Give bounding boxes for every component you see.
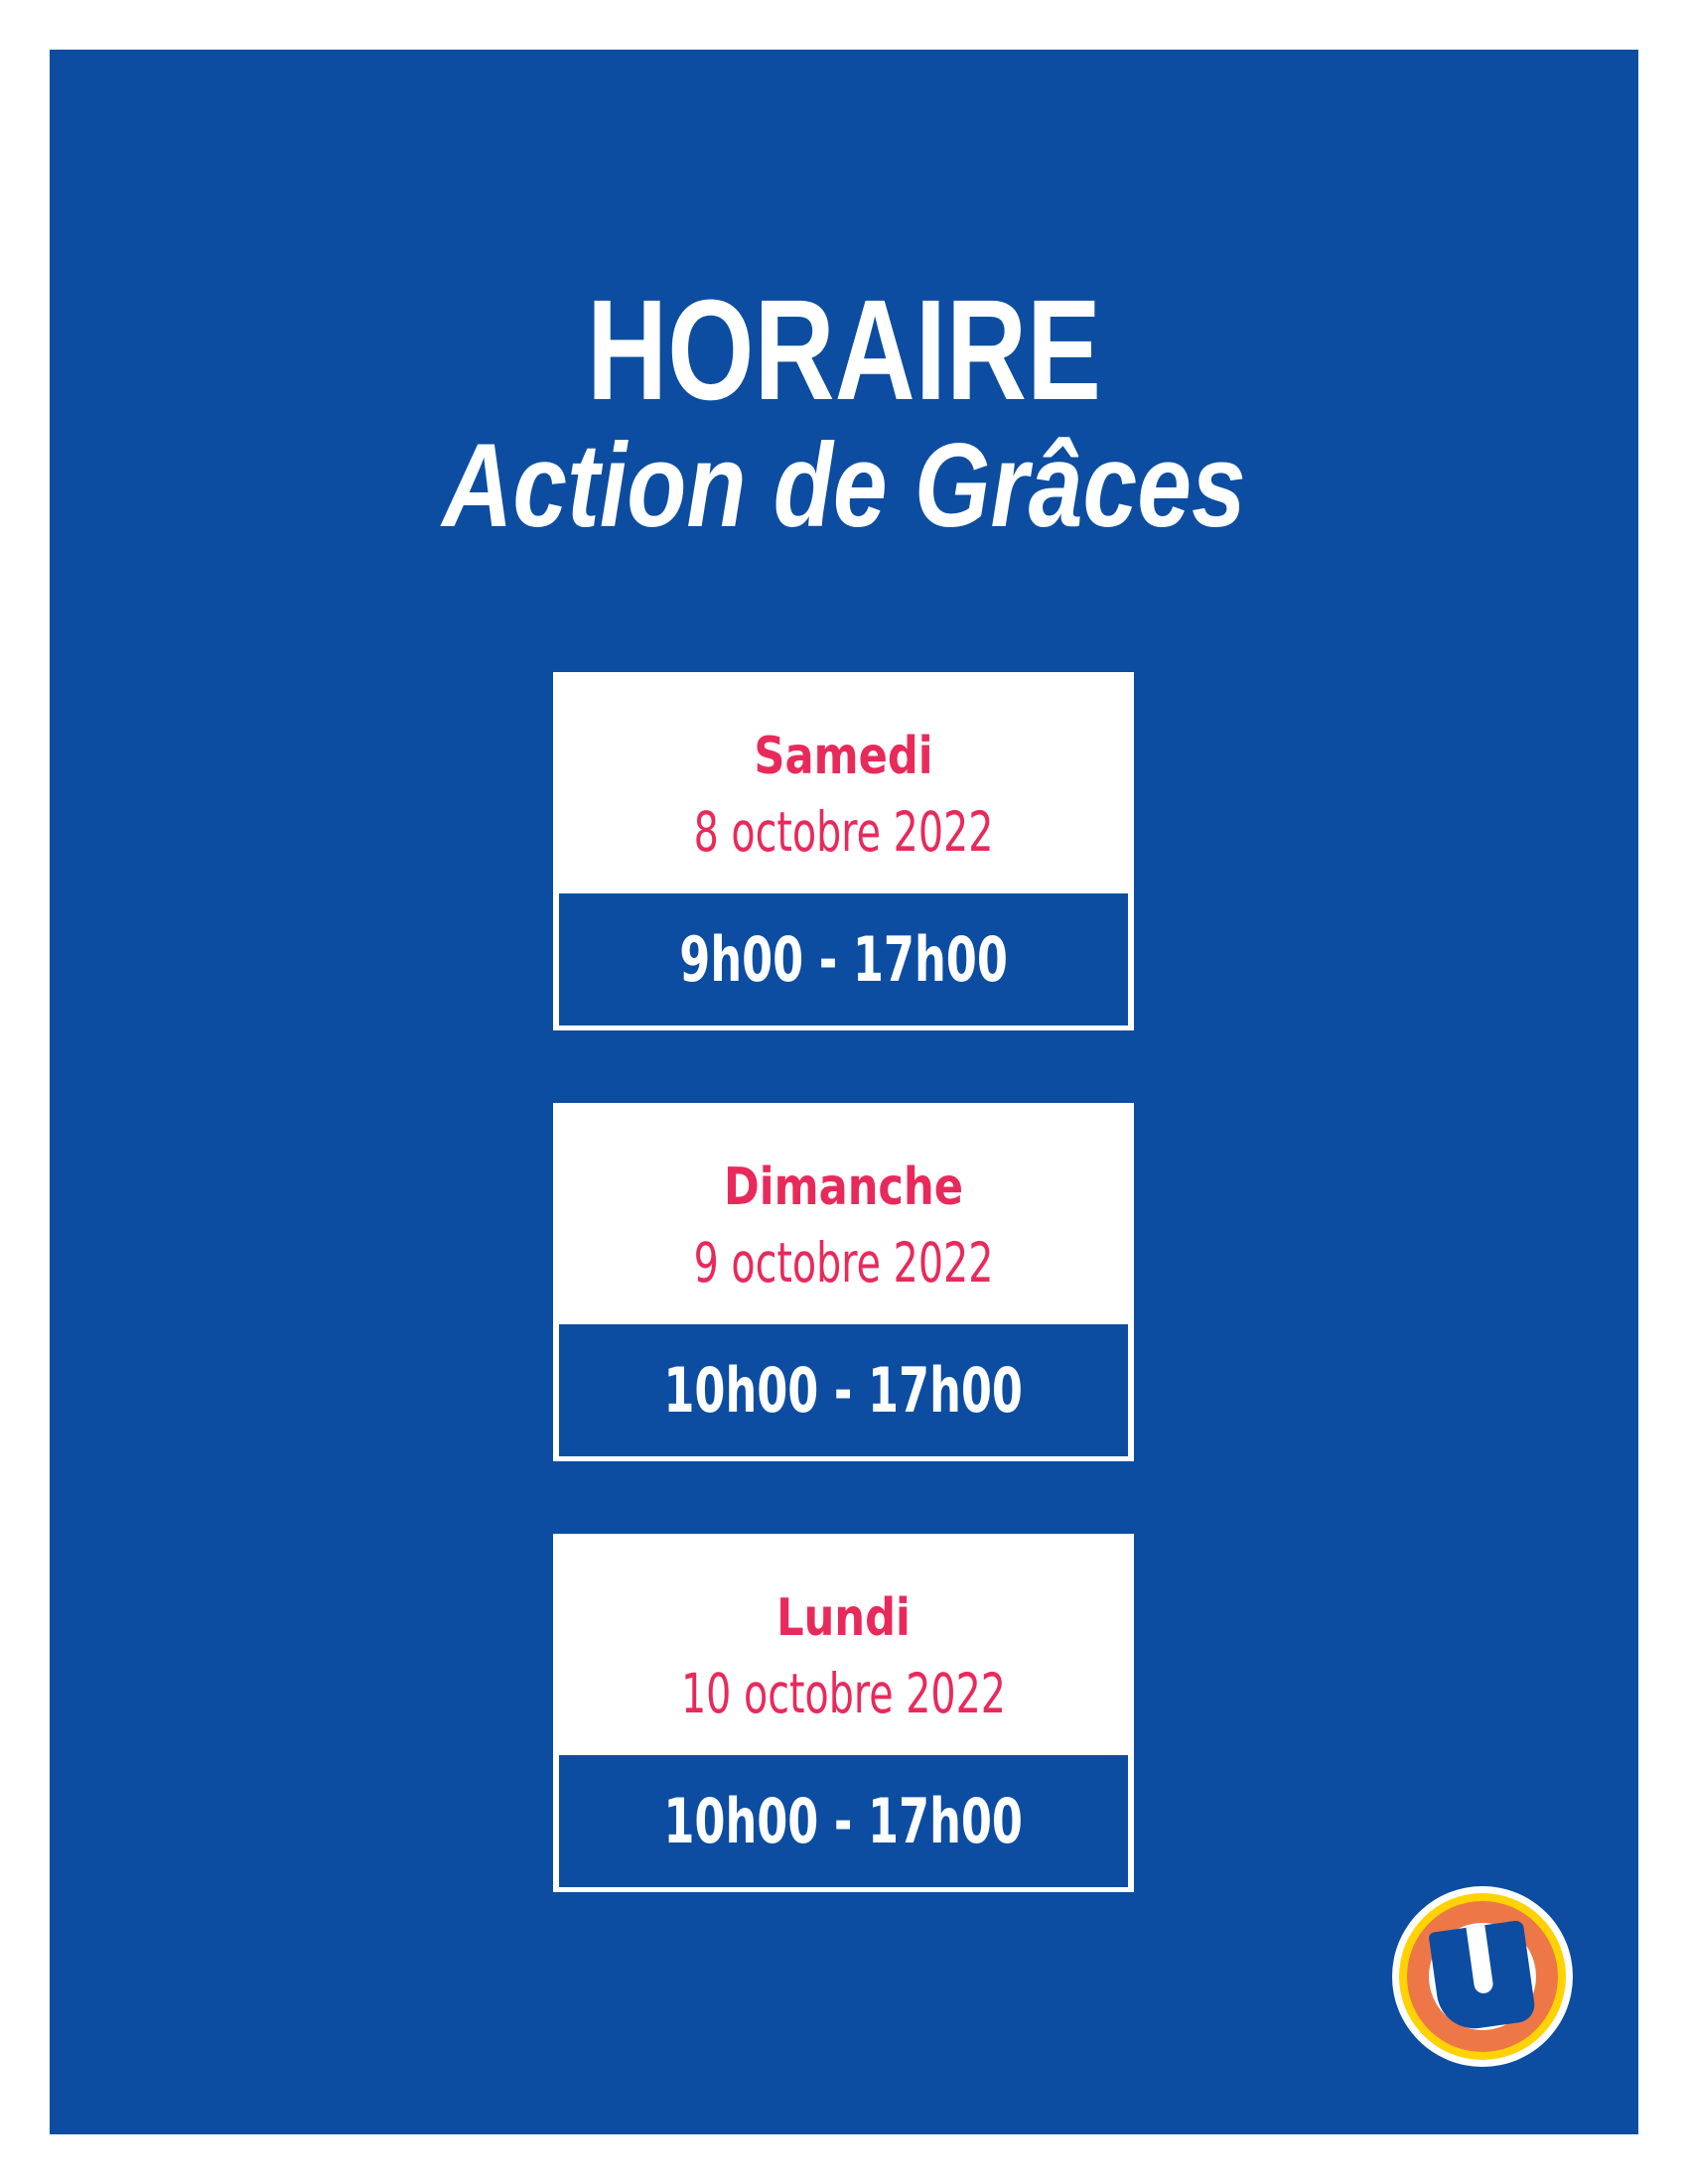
poster-subtitle: Action de Grâces: [442, 419, 1246, 552]
day-label: Dimanche: [723, 1158, 964, 1217]
day-label: Lundi: [776, 1588, 911, 1648]
poster-title: HORAIRE: [587, 270, 1101, 430]
hours-banner: [559, 893, 1128, 1025]
hours-banner: [559, 1324, 1128, 1456]
date-label: 9 octobre 2022: [693, 1231, 994, 1295]
schedule-card-monday: [553, 1534, 1134, 1892]
hours-label: 10h00 - 17h00: [663, 1784, 1024, 1857]
schedule-card-sunday: [553, 1103, 1134, 1461]
day-label: Samedi: [754, 727, 933, 786]
schedule-cards: [553, 672, 1134, 1892]
date-label: 10 octobre 2022: [680, 1662, 1007, 1725]
poster-blue-panel: [50, 50, 1638, 2134]
hours-banner: [559, 1755, 1128, 1887]
hours-label: 10h00 - 17h00: [663, 1353, 1024, 1427]
uniprix-logo: [1392, 1886, 1573, 2067]
u-icon-counter: [1466, 1923, 1494, 1994]
date-label: 8 octobre 2022: [693, 800, 994, 864]
hours-label: 9h00 - 17h00: [679, 922, 1008, 996]
schedule-card-saturday: [553, 672, 1134, 1030]
